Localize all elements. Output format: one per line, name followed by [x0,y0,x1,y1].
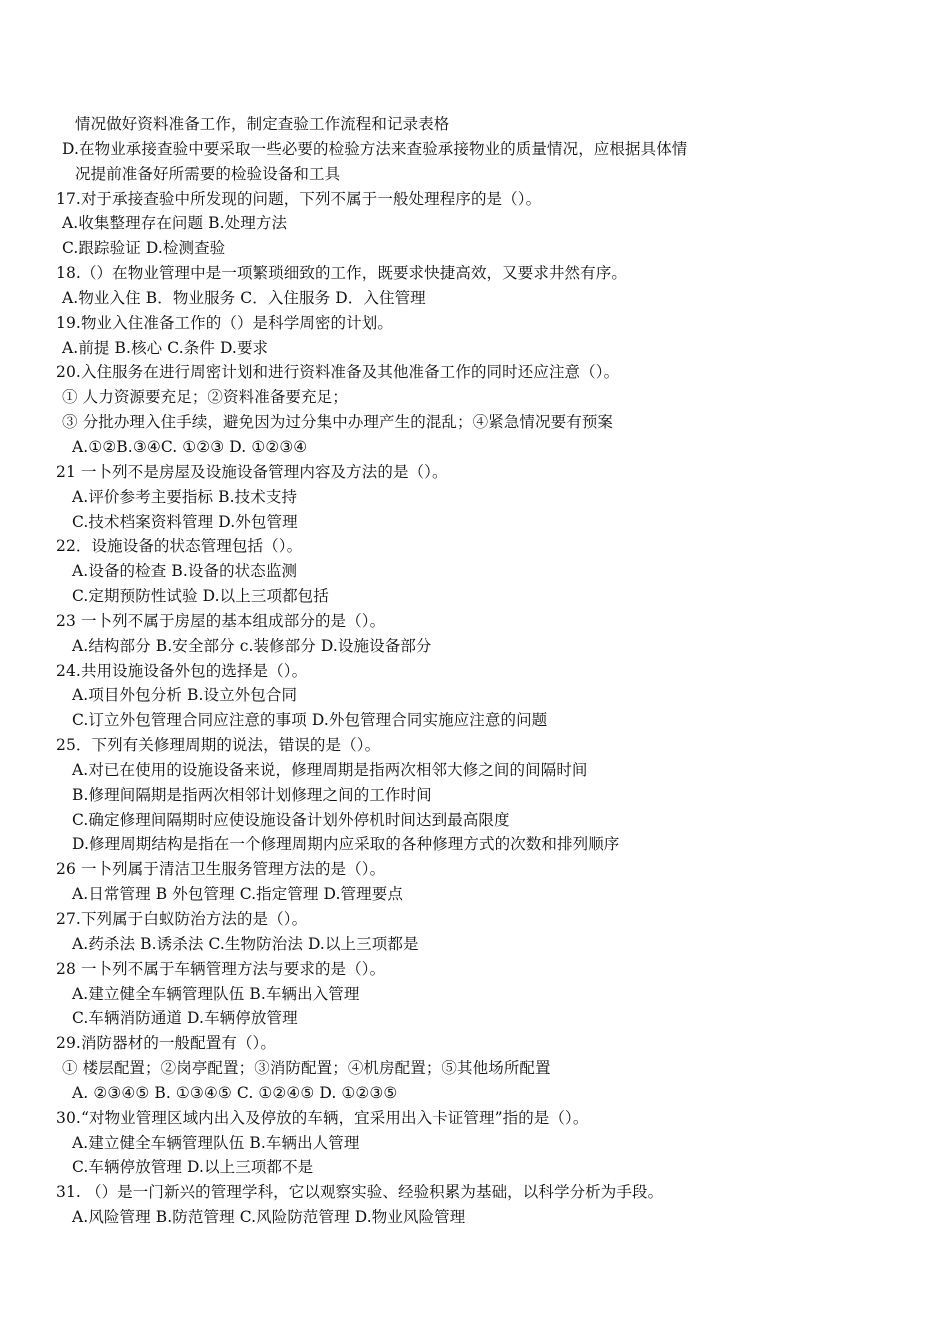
question-20: 20.入住服务在进行周密计划和进行资料准备及其他准备工作的同时还应注意（）。 [56,363,620,382]
option-line: C.跟踪验证 D.检测查验 [62,239,226,258]
question-26: 26 一卜列属于清洁卫生服务管理方法的是（）。 [56,860,386,879]
option-line: A.日常管理 B 外包管理 C.指定管理 D.管理要点 [72,885,403,904]
option-line: C.车辆停放管理 D.以上三项都不是 [72,1158,314,1177]
question-23: 23 一卜列不属于房屋的基本组成部分的是（）。 [56,611,386,630]
option-line: C.技术档案资料管理 D.外包管理 [72,512,298,531]
option-line: A. ②③④⑤ B. ①③④⑤ C. ①②④⑤ D. ①②③⑤ [72,1083,398,1102]
question-17: 17.对于承接查验中所发现的问题，下列不属于一般处理程序的是（）。 [56,189,542,208]
question-18: 18.（）在物业管理中是一项繁琐细致的工作，既要求快捷高效，又要求井然有序。 [56,264,627,283]
option-line: D.修理周期结构是指在一个修理周期内应采取的各种修理方式的次数和排列顺序 [72,835,620,854]
item-line: ① 楼层配置；②岗亭配置；③消防配置；④机房配置；⑤其他场所配置 [62,1059,551,1078]
option-line: C.定期预防性试验 D.以上三项都包括 [72,587,329,606]
question-27: 27.下列属于白蚁防治方法的是（）。 [56,910,308,928]
question-22: 22．设施设备的状态管理包括（）。 [56,537,303,556]
item-line: ① 人力资源要充足；②资料准备要充足； [62,388,348,407]
question-31: 31. （）是一门新兴的管理学科，它以观察实验、经验积累为基础，以科学分析为手段。 [56,1183,664,1202]
option-line: A.结构部分 B.安全部分 c.装修部分 D.设施设备部分 [72,636,432,655]
option-line: A.建立健全车辆管理队伍 B.车辆出入管理 [72,984,360,1003]
option-line: D.在物业承接查验中要采取一些必要的检验方法来查验承接物业的质量情况，应根据具体情 [62,139,688,158]
question-30: 30.“对物业管理区域内出入及停放的车辆，宜采用出入卡证管理”指的是（）。 [56,1108,589,1127]
option-line: A.风险管理 B.防范管理 C.风险防范管理 D.物业风险管理 [72,1208,466,1227]
option-line: C.确定修理间隔期时应使设施设备计划外停机时间达到最高限度 [72,810,510,829]
document-page [0,112,950,1230]
option-line: A.评价参考主要指标 B.技术支持 [72,487,298,506]
option-line: A.收集整理存在问题 B.处理方法 [62,214,288,233]
option-line: A.对已在使用的设施设备来说，修理周期是指两次相邻大修之间的间隔时间 [72,760,588,779]
option-line: A.①②B.③④C. ①②③ D. ①②③④ [72,437,308,456]
option-line: B.修理间隔期是指两次相邻计划修理之间的工作时间 [72,785,432,804]
question-28: 28 一卜列不属于车辆管理方法与要求的是（）。 [56,959,386,978]
question-25: 25．下列有关修理周期的说法，错误的是（）。 [56,736,381,755]
text-line: 况提前准备好所需要的检验设备和工具 [75,164,341,183]
option-line: A.药杀法 B.诱杀法 C.生物防治法 D.以上三项都是 [72,934,419,953]
question-19: 19.物业入住准备工作的（）是科学周密的计划。 [56,313,393,332]
option-line: A.物业入住 B．物业服务 C．入住服务 D．入住管理 [62,288,426,307]
option-line: A.项目外包分析 B.设立外包合同 [72,686,298,705]
question-29: 29.消防器材的一般配置有（）。 [56,1034,277,1053]
option-line: A.建立健全车辆管理队伍 B.车辆出人管理 [72,1133,360,1152]
option-line: A.前提 B.核心 C.条件 D.要求 [62,338,269,357]
option-line: A.设备的检查 B.设备的状态监测 [72,562,298,581]
option-line: C.车辆消防通道 D.车辆停放管理 [72,1009,298,1028]
item-line: ③ 分批办理入住手续，避免因为过分集中办理产生的混乱；④紧急情况要有预案 [62,413,614,432]
question-24: 24.共用设施设备外包的选择是（）。 [56,661,308,680]
text-line: 情况做好资料准备工作，制定查验工作流程和记录表格 [75,115,450,133]
question-21: 21 一卜列不是房屋及设施设备管理内容及方法的是（）。 [56,462,448,481]
option-line: C.订立外包管理合同应注意的事项 D.外包管理合同实施应注意的问题 [72,711,548,730]
